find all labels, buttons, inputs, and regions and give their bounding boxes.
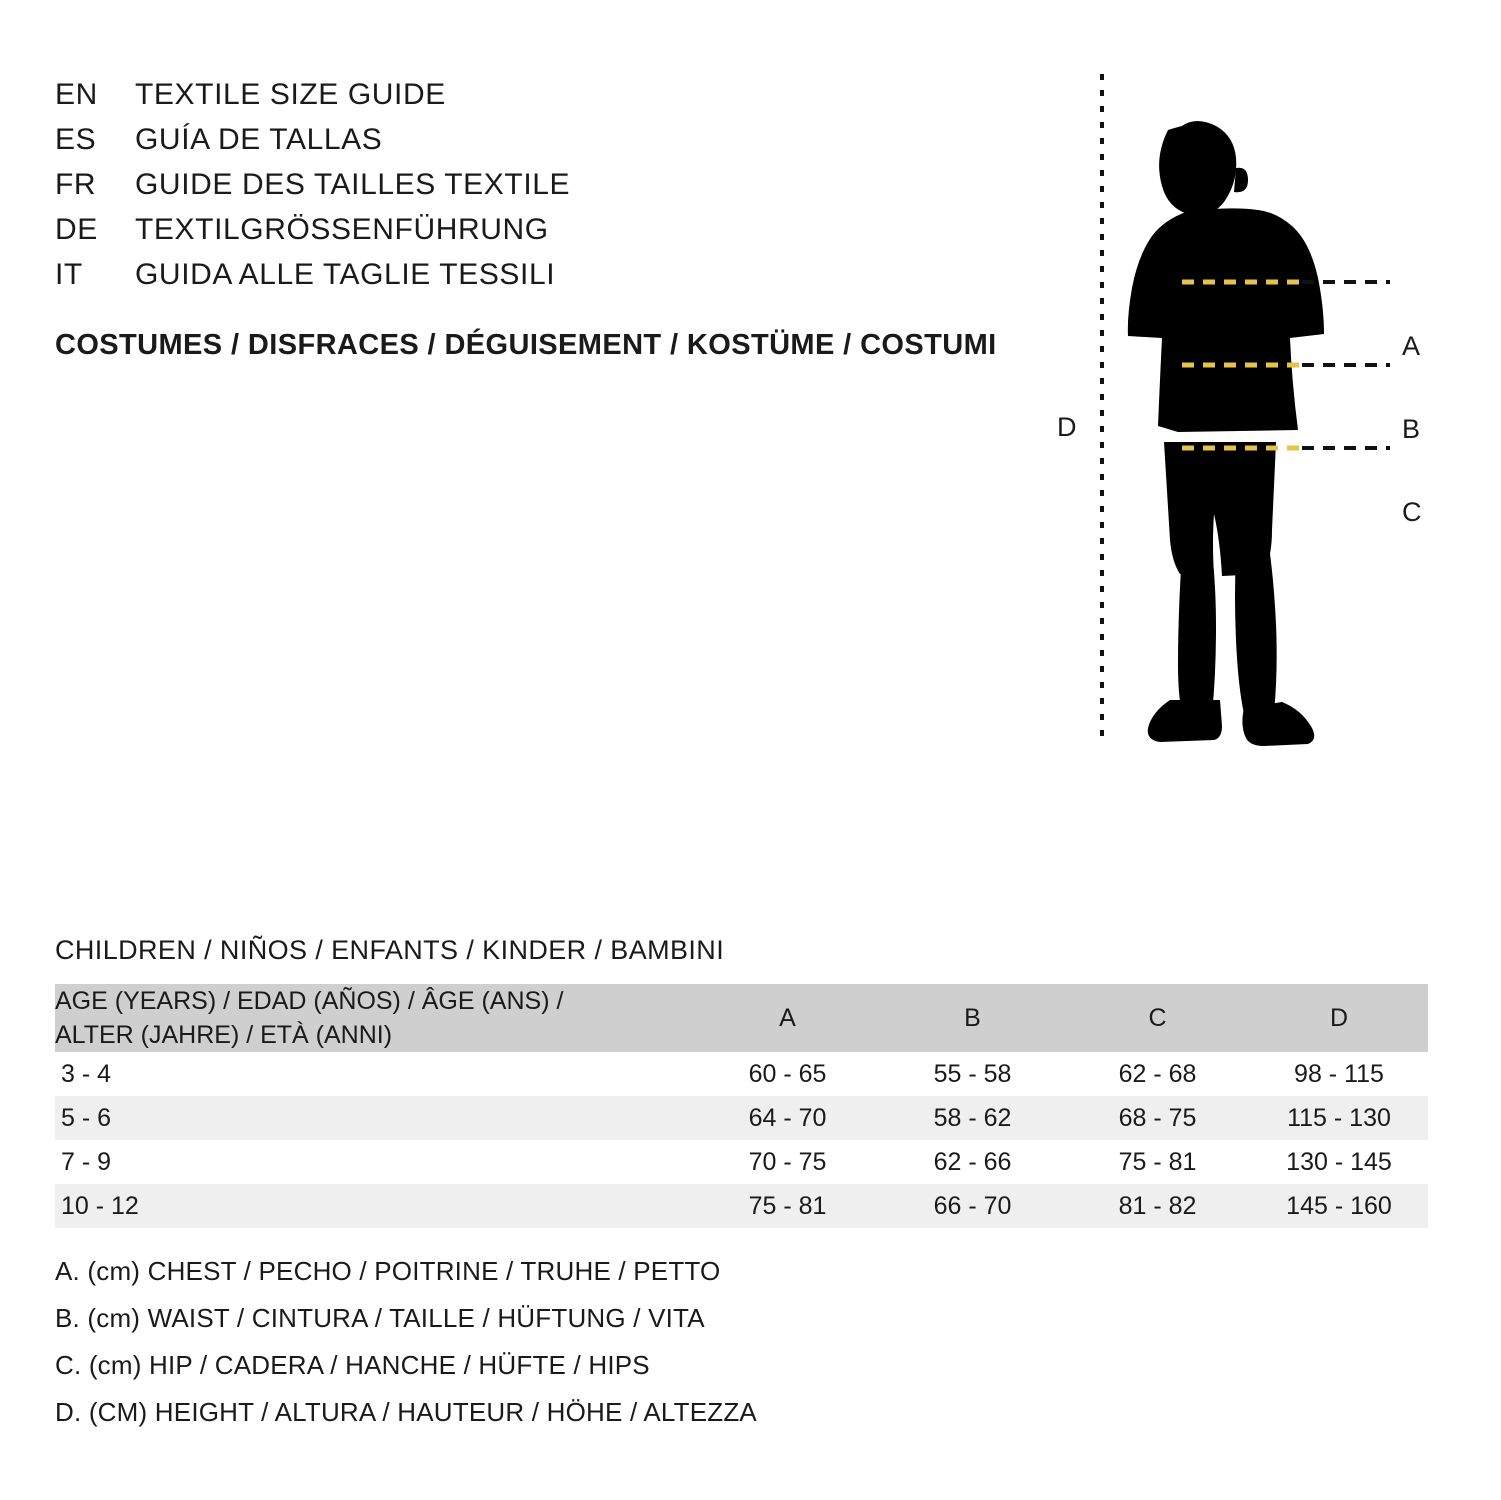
cell-chest: 70 - 75	[748, 1148, 827, 1176]
measurement-legend	[55, 1248, 1055, 1436]
table-header-a: A	[779, 1003, 796, 1032]
figure-label-d: D	[1057, 412, 1077, 442]
table-header-b: B	[964, 1003, 981, 1032]
figure-label-a: A	[1402, 331, 1421, 361]
cell-chest: 75 - 81	[748, 1192, 827, 1220]
cell-chest: 64 - 70	[748, 1104, 827, 1132]
size-table	[55, 984, 1428, 1228]
language-title: GUIDE DES TAILLES TEXTILE	[135, 168, 571, 201]
figure-label-c: C	[1402, 497, 1422, 527]
language-title: GUIDA ALLE TAGLIE TESSILI	[135, 258, 556, 291]
legend-item-c: C. (cm) HIP / CADERA / HANCHE / HÜFTE / HIPS	[55, 1350, 650, 1380]
language-code: FR	[55, 168, 97, 201]
cell-age: 5 - 6	[61, 1104, 112, 1132]
table-row	[55, 1096, 1428, 1140]
cell-age: 10 - 12	[61, 1192, 139, 1220]
cell-hip: 81 - 82	[1118, 1192, 1197, 1220]
legend-item-b: B. (cm) WAIST / CINTURA / TAILLE / HÜFTUNG / VITA	[55, 1303, 705, 1333]
measurement-figure	[1040, 60, 1460, 760]
cell-height: 98 - 115	[1294, 1060, 1384, 1088]
language-row	[55, 72, 1035, 117]
children-section-title: CHILDREN / NIÑOS / ENFANTS / KINDER / BAMBINI	[55, 935, 725, 965]
cell-age: 7 - 9	[61, 1148, 112, 1176]
cell-waist: 55 - 58	[933, 1060, 1012, 1088]
cell-age: 3 - 4	[61, 1060, 112, 1088]
language-row	[55, 117, 1035, 162]
cell-height: 130 - 145	[1286, 1148, 1392, 1176]
cell-waist: 58 - 62	[933, 1104, 1012, 1132]
cell-hip: 68 - 75	[1118, 1104, 1197, 1132]
table-header-age-line1: AGE (YEARS) / EDAD (AÑOS) / ÂGE (ANS) /	[55, 987, 564, 1015]
table-row	[55, 1052, 1428, 1096]
language-title: TEXTILGRÖSSENFÜHRUNG	[135, 213, 549, 246]
cell-waist: 62 - 66	[933, 1148, 1012, 1176]
cell-hip: 62 - 68	[1118, 1060, 1197, 1088]
table-header-age-line2: ALTER (JAHRE) / ETÀ (ANNI)	[55, 1021, 393, 1049]
language-code: DE	[55, 213, 98, 246]
language-title: TEXTILE SIZE GUIDE	[135, 78, 446, 111]
costumes-subtitle: COSTUMES / DISFRACES / DÉGUISEMENT / KOSTÜME / COSTUMI	[55, 329, 997, 361]
language-title: GUÍA DE TALLAS	[135, 123, 383, 156]
language-code: EN	[55, 78, 98, 111]
child-silhouette-icon	[1040, 60, 1460, 760]
table-header-age	[55, 984, 695, 1052]
cell-height: 145 - 160	[1286, 1192, 1392, 1220]
language-row	[55, 162, 1035, 207]
language-header	[55, 72, 1035, 362]
cell-chest: 60 - 65	[748, 1060, 827, 1088]
language-row	[55, 252, 1035, 297]
table-header-d: D	[1329, 1003, 1349, 1032]
cell-waist: 66 - 70	[933, 1192, 1012, 1220]
table-header-row	[55, 984, 1428, 1052]
legend-item-a: A. (cm) CHEST / PECHO / POITRINE / TRUHE / PETTO	[55, 1256, 721, 1286]
table-row	[55, 1140, 1428, 1184]
language-code: ES	[55, 123, 97, 156]
cell-hip: 75 - 81	[1118, 1148, 1197, 1176]
legend-item-d: D. (CM) HEIGHT / ALTURA / HAUTEUR / HÖHE / ALTEZZA	[55, 1397, 757, 1427]
cell-height: 115 - 130	[1287, 1104, 1391, 1132]
table-header-c: C	[1148, 1003, 1167, 1032]
language-code: IT	[55, 258, 83, 291]
table-row	[55, 1184, 1428, 1228]
figure-label-b: B	[1402, 414, 1421, 444]
language-row	[55, 207, 1035, 252]
size-table-section	[55, 935, 1445, 1228]
